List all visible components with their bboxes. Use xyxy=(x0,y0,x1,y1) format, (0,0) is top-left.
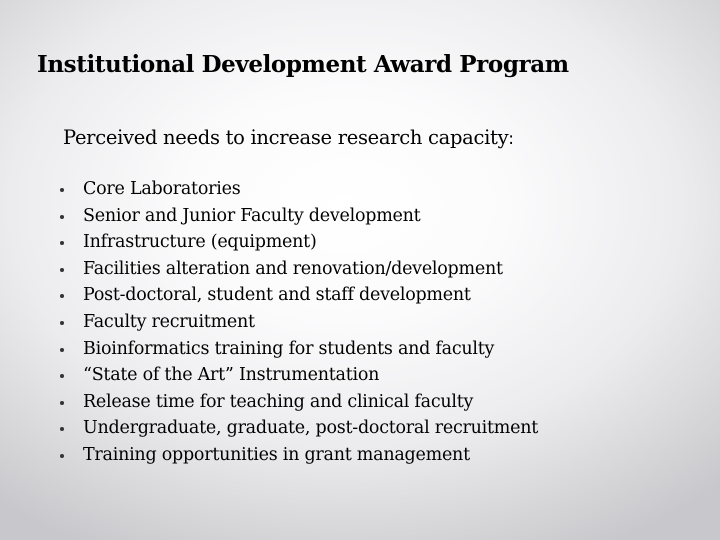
list-item xyxy=(60,229,538,256)
list-item-text: Post-doctoral, student and staff development xyxy=(83,285,471,306)
list-item xyxy=(60,203,538,230)
list-item xyxy=(60,415,538,442)
bullet-icon xyxy=(60,401,64,405)
bullet-icon xyxy=(60,374,64,378)
bullet-icon xyxy=(60,241,64,245)
bullet-icon xyxy=(60,427,64,431)
bullet-icon xyxy=(60,268,64,272)
slide-title: Institutional Development Award Program xyxy=(37,51,569,78)
bullet-icon xyxy=(60,454,64,458)
list-item-text: Senior and Junior Faculty development xyxy=(83,205,421,226)
list-item xyxy=(60,362,538,389)
bullet-icon xyxy=(60,321,64,325)
list-item-text: “State of the Art” Instrumentation xyxy=(83,365,380,386)
subtitle-text: Perceived needs to increase research capacity xyxy=(63,126,509,149)
list-item-text: Bioinformatics training for students and faculty xyxy=(83,338,495,359)
bullet-icon xyxy=(60,348,64,352)
bullet-icon xyxy=(60,188,64,192)
list-item-text: Release time for teaching and clinical faculty xyxy=(83,391,474,412)
list-item xyxy=(60,282,538,309)
subtitle-colon: : xyxy=(508,129,514,149)
bullet-icon xyxy=(60,294,64,298)
list-item-text: Undergraduate, graduate, post-doctoral recruitment xyxy=(83,418,539,439)
list-item xyxy=(60,442,538,469)
needs-list xyxy=(60,176,538,469)
list-item-text: Core Laboratories xyxy=(83,179,241,199)
list-item-text: Facilities alteration and renovation/development xyxy=(83,258,503,279)
slide-subtitle xyxy=(63,124,514,153)
list-item xyxy=(60,256,538,283)
list-item xyxy=(60,176,538,203)
list-item-text: Training opportunities in grant management xyxy=(83,444,470,465)
list-item xyxy=(60,336,538,363)
list-item xyxy=(60,389,538,416)
list-item xyxy=(60,309,538,336)
bullet-icon xyxy=(60,215,64,219)
list-item-text: Infrastructure (equipment) xyxy=(83,232,317,253)
list-item-text: Faculty recruitment xyxy=(83,311,255,332)
